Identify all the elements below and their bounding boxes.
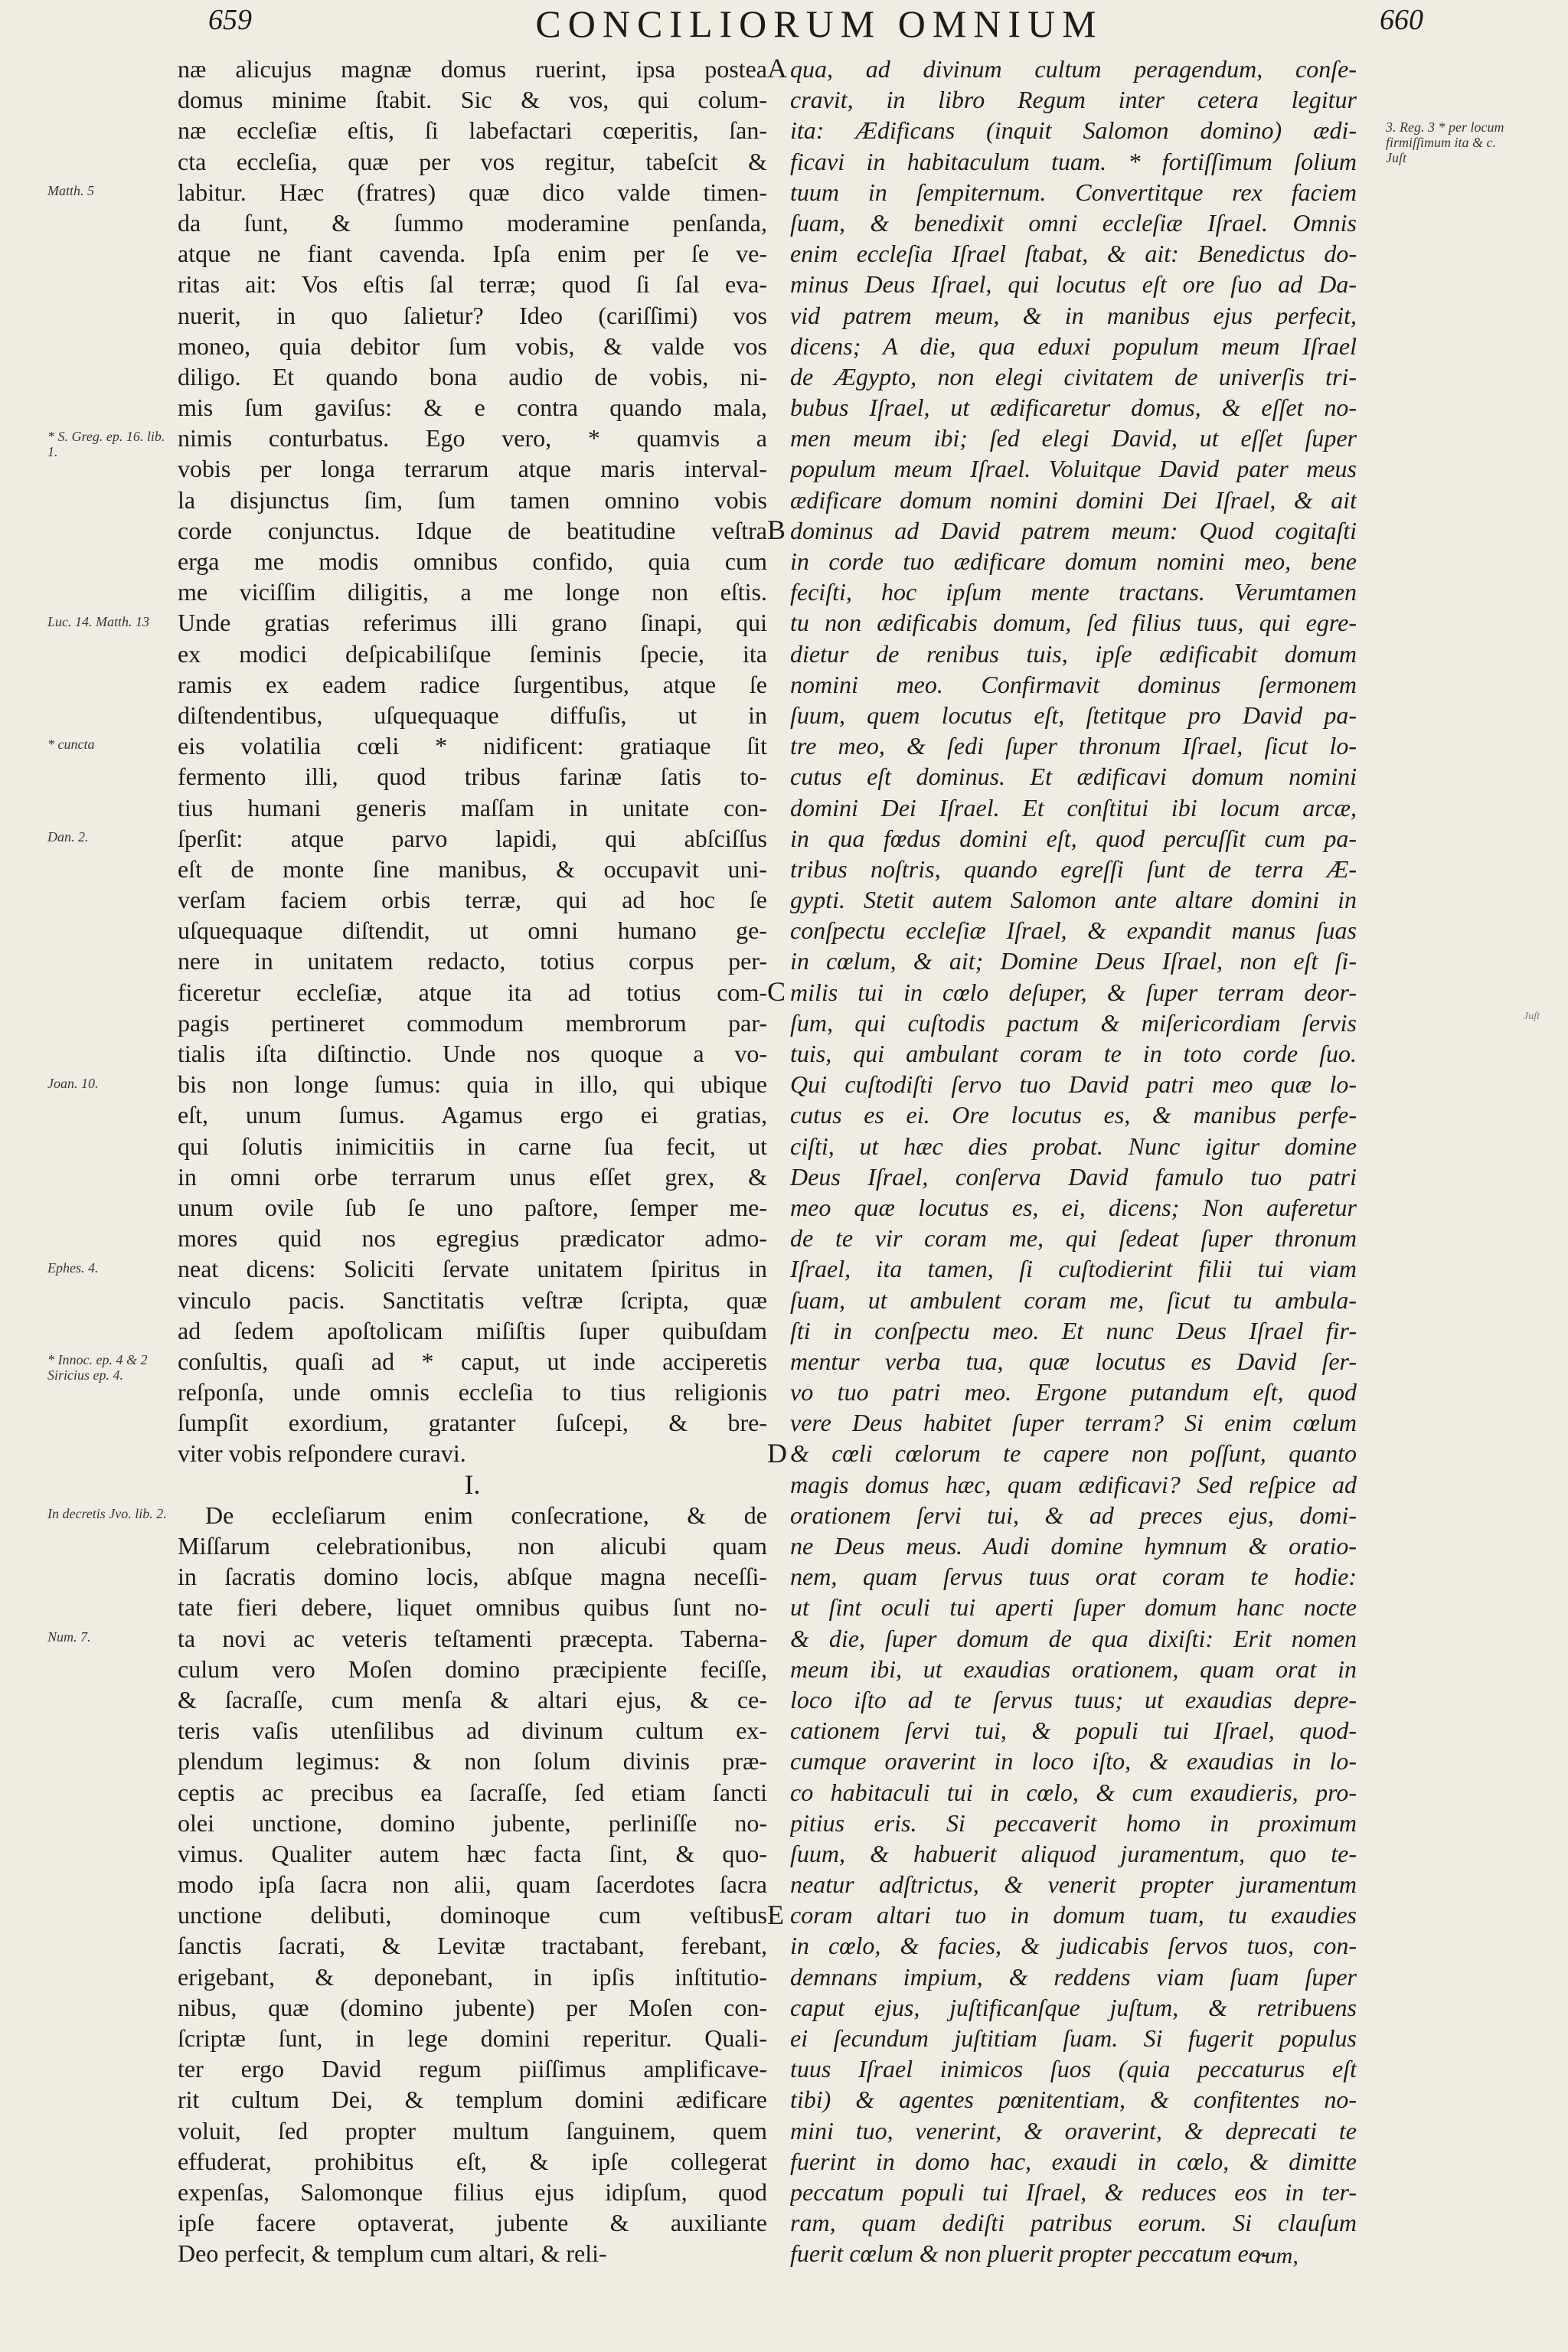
text-line: diligo. Et quando bona audio de vobis, ni- <box>178 362 767 390</box>
text-line: tuum in ſempiternum. Convertitque rex faciem <box>790 178 1357 206</box>
text-line: Miſſarum celebrationibus, non alicubi quam <box>178 1532 767 1560</box>
text-line: ſanctis ſacrati, & Levitæ tractabant, ferebant, <box>178 1932 767 1960</box>
text-line: uſquequaque diſtendit, ut omni humano ge- <box>178 916 767 945</box>
text-line: tate fieri debere, liquet omnibus quibus ſunt no- <box>178 1593 767 1622</box>
text-line: Deus Iſrael, conſerva David famulo tuo patri <box>790 1162 1357 1191</box>
edge-note: Juſt <box>1524 1011 1540 1022</box>
text-line: ceptis ac precibus ea ſacraſſe, ſed etiam ſancti <box>178 1778 767 1806</box>
text-line: fermento illi, quod tribus farinæ ſatis to- <box>178 763 767 791</box>
text-line: de Ægypto, non elegi civitatem de univerſis tri- <box>790 362 1357 390</box>
text-line: ei ſecundum juſtitiam ſuam. Si fugerit populus <box>790 2024 1357 2052</box>
text-line: ſuam, ut ambulent coram me, ſicut tu ambula- <box>790 1285 1357 1314</box>
text-line: unum ovile ſub ſe uno paſtore, ſemper me- <box>178 1193 767 1221</box>
text-line: teris vaſis utenſilibus ad divinum cultum ex- <box>178 1717 767 1745</box>
text-line: cravit, in libro Regum inter cetera legitur <box>790 86 1357 114</box>
text-line: coram altari tuo in domum tuam, tu exaudies <box>790 1901 1357 1929</box>
page-number-left: 659 <box>208 4 252 36</box>
text-line: da ſunt, & ſummo moderamine penſanda, <box>178 208 767 237</box>
text-line: meum ibi, ut exaudias orationem, quam orat in <box>790 1655 1357 1683</box>
text-line: feciſti, hoc ipſum mente tractans. Verumtamen <box>790 578 1357 606</box>
text-line: in omni orbe terrarum unus eſſet grex, & <box>178 1162 767 1191</box>
text-line: conſpectu eccleſiæ Iſrael, & expandit manus ſuas <box>790 916 1357 945</box>
text-line: & cœli cœlorum te capere non poſſunt, quanto <box>790 1439 1357 1468</box>
margin-note: 3. Reg. 3 * per locum firmiſſimum ita & c. Juſt <box>1386 119 1504 166</box>
text-line: eſt, unum ſumus. Agamus ergo ei gratias, <box>178 1101 767 1129</box>
text-line: bubus Iſrael, ut ædificaretur domus, & eſſet no- <box>790 394 1357 422</box>
margin-note: Dan. 2. <box>47 829 89 844</box>
text-line: tialis iſta diſtinctio. Unde nos quoque a vo- <box>178 1040 767 1067</box>
right-text-column <box>790 54 1357 2269</box>
text-line: rit cultum Dei, & templum domini ædificare <box>178 2086 767 2114</box>
text-line: tibi) & agentes pœnitentiam, & confitentes no- <box>790 2086 1357 2114</box>
text-line: mentur verba tua, quæ locutus es David ſer- <box>790 1347 1357 1375</box>
text-line: in corde tuo ædificare domum nomini meo, bene <box>790 547 1357 575</box>
text-line: in ſacratis domino locis, abſque magna neceſſi- <box>178 1563 767 1591</box>
text-line: neat dicens: Soliciti ſervate unitatem ſpiritus in <box>178 1255 767 1283</box>
text-line: vere Deus habitet ſuper terram? Si enim cœlum <box>790 1409 1357 1437</box>
running-title: CONCILIORUM OMNIUM <box>535 2 1103 45</box>
text-line: reſponſa, unde omnis eccleſia to tius religionis <box>178 1378 767 1406</box>
text-line: Iſrael, ita tamen, ſi cuſtodierint filii tui viam <box>790 1255 1357 1283</box>
text-line: tius humani generis maſſam in unitate con- <box>178 793 767 822</box>
margin-note: In decretis Jvo. lib. 2. <box>47 1506 167 1522</box>
margin-note: Ephes. 4. <box>47 1259 99 1276</box>
section-letter: A <box>767 53 787 83</box>
text-line: erga me modis omnibus confido, quia cum <box>178 547 767 575</box>
text-line: populum meum Iſrael. Voluitque David pater meus <box>790 455 1357 483</box>
text-line: magis domus hæc, quam ædificavi? Sed reſpice ad <box>790 1470 1357 1498</box>
text-line: tuus Iſrael inimicos ſuos (quia peccaturus eſt <box>790 2055 1357 2083</box>
text-line: ne Deus meus. Audi domine hymnum & oratio- <box>790 1532 1357 1560</box>
text-line: meo quæ locutus es, ei, dicens; Non auferetur <box>790 1193 1357 1221</box>
text-line: ad ſedem apoſtolicam miſiſtis ſuper quibuſdam <box>178 1316 767 1344</box>
text-line: ritas ait: Vos eſtis ſal terræ; quod ſi ſal eva- <box>178 270 767 299</box>
text-line: neatur adſtrictus, & venerit propter juramentum <box>790 1870 1357 1899</box>
text-line: næ alicujus magnæ domus ruerint, ipsa postea <box>178 55 767 83</box>
text-line: domini Dei Iſrael. Et conſtitui ibi locum arcæ, <box>790 793 1357 822</box>
text-line: De eccleſiarum enim conſecratione, & de <box>205 1501 767 1529</box>
text-line: ſcriptæ ſunt, in lege domini reperitur. Quali- <box>178 2024 767 2052</box>
text-line: corde conjunctus. Idque de beatitudine veſtra <box>178 516 767 544</box>
text-line: erigebant, & deponebant, in ipſis inſtitutio- <box>178 1962 767 1991</box>
text-line: cutus es ei. Ore locutus es, & manibus perfe- <box>790 1101 1357 1129</box>
margin-note: * S. Greg. ep. 16. lib. 1. <box>47 429 165 460</box>
text-line: mores quid nos egregius prædicator admo- <box>178 1224 767 1253</box>
text-line: næ eccleſiæ eſtis, ſi labefactari cœperitis, ſan- <box>178 116 767 145</box>
margin-note: Num. 7. <box>47 1629 91 1645</box>
text-line: qua, ad divinum cultum peragendum, conſe- <box>790 55 1357 83</box>
text-line: ex modici deſpicabiliſque ſeminis ſpecie, ita <box>178 639 767 668</box>
text-line: nuerit, in quo ſalietur? Ideo (cariſſimi) vos <box>178 301 767 329</box>
text-line: dominus ad David patrem meum: Quod cogitaſti <box>790 516 1357 544</box>
text-line: culum vero Moſen domino præcipiente feciſſe, <box>178 1655 767 1683</box>
section-letter: D <box>767 1438 787 1468</box>
text-line: vid patrem meum, & in manibus ejus perfecit, <box>790 301 1357 329</box>
text-line: bis non longe ſumus: quia in illo, qui ubique <box>178 1070 767 1099</box>
text-line: peccatum populi tui Iſrael, & reduces eos in ter- <box>790 2177 1357 2206</box>
text-line: labitur. Hæc (fratres) quæ dico valde timen- <box>178 178 767 206</box>
text-line: in cœlo, & facies, & judicabis ſervos tuos, con- <box>790 1932 1357 1960</box>
text-line: ramis ex eadem radice ſurgentibus, atque ſe <box>178 670 767 698</box>
text-line: tu non ædificabis domum, ſed filius tuus, qui egre- <box>790 609 1357 637</box>
text-line: la disjunctus ſim, ſum tamen omnino vobis <box>178 485 767 514</box>
text-line: vinculo pacis. Sanctitatis veſtræ ſcripta, quæ <box>178 1285 767 1314</box>
text-line: ta novi ac veteris teſtamenti præcepta. Taberna- <box>178 1624 767 1652</box>
text-line: effuderat, prohibitus eſt, & ipſe collegerat <box>178 2147 767 2175</box>
text-line: cta eccleſia, quæ per vos regitur, tabeſcit & <box>178 147 767 175</box>
section-letter: C <box>767 976 786 1007</box>
text-line: domus minime ſtabit. Sic & vos, qui colum- <box>178 86 767 114</box>
text-line: mis ſum gaviſus: & e contra quando mala, <box>178 394 767 422</box>
text-line: eſt de monte ſine manibus, & occupavit uni- <box>178 854 767 883</box>
text-line: ficavi in habitaculum tuam. * fortiſſimum ſolium <box>790 147 1357 175</box>
text-line: nere in unitatem redacto, totius corpus per- <box>178 947 767 975</box>
text-line: expenſas, Salomonque filius ejus idipſum, quod <box>178 2177 767 2206</box>
text-line: ſti in conſpectu meo. Et nunc Deus Iſrael fir- <box>790 1316 1357 1344</box>
text-line: nomini meo. Confirmavit dominus ſermonem <box>790 670 1357 698</box>
text-line: vo tuo patri meo. Ergone putandum eſt, quod <box>790 1378 1357 1406</box>
text-line: nimis conturbatus. Ego vero, * quamvis a <box>178 424 767 452</box>
section-letter: E <box>767 1900 784 1930</box>
text-line: Qui cuſtodiſti ſervo tuo David patri meo quæ lo- <box>790 1070 1357 1099</box>
text-line: olei unctione, domino jubente, perliniſſe no- <box>178 1808 767 1837</box>
text-line: Unde gratias referimus illi grano ſinapi, qui <box>178 609 767 637</box>
text-line: diſtendentibus, uſquequaque diffuſis, ut in <box>178 701 767 729</box>
text-line: tuis, qui ambulant coram te in toto corde ſuo. <box>790 1040 1357 1067</box>
text-line: gypti. Stetit autem Salomon ante altare domini in <box>790 886 1357 914</box>
margin-note: Luc. 14. Matth. 13 <box>47 613 149 629</box>
text-line: co habitaculi tui in cœlo, & cum exaudieris, pro- <box>790 1778 1357 1806</box>
text-line: dicens; A die, qua eduxi populum meum Iſrael <box>790 332 1357 360</box>
text-line: pagis pertineret commodum membrorum par- <box>178 1008 767 1037</box>
text-line: ita: Ædificans (inquit Salomon domino) ædi- <box>790 116 1357 145</box>
section-letter: B <box>767 514 786 545</box>
text-line: tre meo, & ſedi ſuper thronum Iſrael, ſicut lo- <box>790 732 1357 760</box>
text-line: cationem ſervi tui, & populi tui Iſrael, quod- <box>790 1717 1357 1745</box>
text-line: enim eccleſia Iſrael ſtabat, & ait: Benedictus do- <box>790 240 1357 268</box>
text-line: tribus noſtris, quando egreſſi ſunt de terra Æ- <box>790 854 1357 883</box>
text-line: moneo, quia debitor ſum vobis, & valde vos <box>178 332 767 360</box>
text-line: ficeretur eccleſiæ, atque ita ad totius com- <box>178 978 767 1006</box>
text-line: in qua fœdus domini eſt, quod percuſſit cum pa- <box>790 824 1357 852</box>
text-line: caput ejus, juſtificanſque juſtum, & retribuens <box>790 1993 1357 2021</box>
text-line: ſum, qui cuſtodis pactum & miſericordiam ſervis <box>790 1008 1357 1037</box>
text-line: ipſe facere optaverat, jubente & auxiliante <box>178 2209 767 2237</box>
catchword: rum, <box>1256 2243 1298 2269</box>
margin-note: Joan. 10. <box>47 1075 99 1091</box>
text-line: dietur de renibus tuis, ipſe ædificabit domum <box>790 639 1357 668</box>
text-line: loco iſto ad te ſervus tuus; ut exaudias depre- <box>790 1685 1357 1713</box>
text-line: ſumpſit exordium, gratanter ſuſcepi, & bre- <box>178 1409 767 1437</box>
text-line: conſultis, quaſi ad * caput, ut inde acciperetis <box>178 1347 767 1375</box>
text-line: unctione delibuti, dominoque cum veſtibus <box>178 1901 767 1929</box>
text-line: viter vobis reſpondere curavi. <box>178 1439 466 1468</box>
text-line: ciſti, ut hæc dies probat. Nunc igitur domine <box>790 1132 1357 1160</box>
text-line: me viciſſim diligitis, a me longe non eſtis. <box>178 578 767 606</box>
text-line: qui ſolutis inimicitiis in carne ſua fecit, ut <box>178 1132 767 1160</box>
text-line: modo ipſa ſacra non alii, quam ſacerdotes ſacra <box>178 1870 767 1899</box>
text-line: plendum legimus: & non ſolum divinis præ- <box>178 1747 767 1775</box>
text-line: & die, ſuper domum de qua dixiſti: Erit nomen <box>790 1624 1357 1652</box>
text-line: fuerit cœlum & non pluerit propter peccatum eo- <box>790 2239 1269 2268</box>
text-line: de te vir coram me, qui ſedeat ſuper thronum <box>790 1224 1357 1253</box>
text-line: fuerint in domo hac, exaudi in cœlo, & dimitte <box>790 2147 1357 2175</box>
text-line: verſam faciem orbis terræ, qui ad hoc ſe <box>178 886 767 914</box>
text-line: pitius eris. Si peccaverit homo in proximum <box>790 1808 1357 1837</box>
text-line: eis volatilia cœli * nidificent: gratiaque ſit <box>178 732 767 760</box>
text-line: men meum ibi; ſed elegi David, ut eſſet ſuper <box>790 424 1357 452</box>
text-line: ut ſint oculi tui aperti ſuper domum hanc nocte <box>790 1593 1357 1622</box>
text-line: atque ne fiant cavenda. Ipſa enim per ſe ve- <box>178 240 767 268</box>
text-line: ram, quam dediſti patribus eorum. Si clauſum <box>790 2209 1357 2237</box>
left-text-column <box>178 54 767 2269</box>
text-line: orationem ſervi tui, & ad preces ejus, domi- <box>790 1501 1357 1529</box>
text-line: cutus eſt dominus. Et ædificavi domum nomini <box>790 763 1357 791</box>
margin-note: * cuncta <box>47 737 95 753</box>
text-line: cumque oraverint in loco iſto, & exaudias in lo- <box>790 1747 1357 1775</box>
text-line: nibus, quæ (domino jubente) per Moſen con- <box>178 1993 767 2021</box>
text-line: vimus. Qualiter autem hæc facta ſint, & quo- <box>178 1839 767 1867</box>
text-line: ſuam, & benedixit omni eccleſiæ Iſrael. Omnis <box>790 208 1357 237</box>
text-line: Deo perfecit, & templum cum altari, & reli- <box>178 2239 607 2268</box>
margin-note: * Innoc. ep. 4 & 2 Siricius ep. 4. <box>47 1352 148 1383</box>
margin-note: Matth. 5 <box>47 182 94 198</box>
text-line: nem, quam ſervus tuus orat coram te hodie: <box>790 1563 1357 1591</box>
text-line: in cœlum, & ait; Domine Deus Iſrael, non eſt ſi- <box>790 947 1357 975</box>
text-line: milis tui in cœlo deſuper, & ſuper terram deor- <box>790 978 1357 1006</box>
text-line: I. <box>464 1468 481 1500</box>
text-line: demnans impium, & reddens viam ſuam ſuper <box>790 1962 1357 1991</box>
text-line: minus Deus Iſrael, qui locutus eſt ore ſuo ad Da- <box>790 270 1357 299</box>
text-line: & ſacraſſe, cum menſa & altari ejus, & ce- <box>178 1685 767 1713</box>
text-line: ſperſit: atque parvo lapidi, qui abſciſſus <box>178 824 767 852</box>
text-line: mini tuo, venerint, & oraverint, & deprecati te <box>790 2116 1357 2145</box>
text-line: vobis per longa terrarum atque maris interval- <box>178 455 767 483</box>
text-line: ter ergo David regum piiſſimus amplificave- <box>178 2055 767 2083</box>
text-line: ſuum, quem locutus eſt, ſtetitque pro David pa- <box>790 701 1357 729</box>
text-line: voluit, ſed propter multum ſanguinem, quem <box>178 2116 767 2145</box>
text-line: ſuum, & habuerit aliquod juramentum, quo te- <box>790 1839 1357 1867</box>
page-number-right: 660 <box>1380 4 1423 36</box>
text-line: ædificare domum nomini domini Dei Iſrael, & ait <box>790 485 1357 514</box>
